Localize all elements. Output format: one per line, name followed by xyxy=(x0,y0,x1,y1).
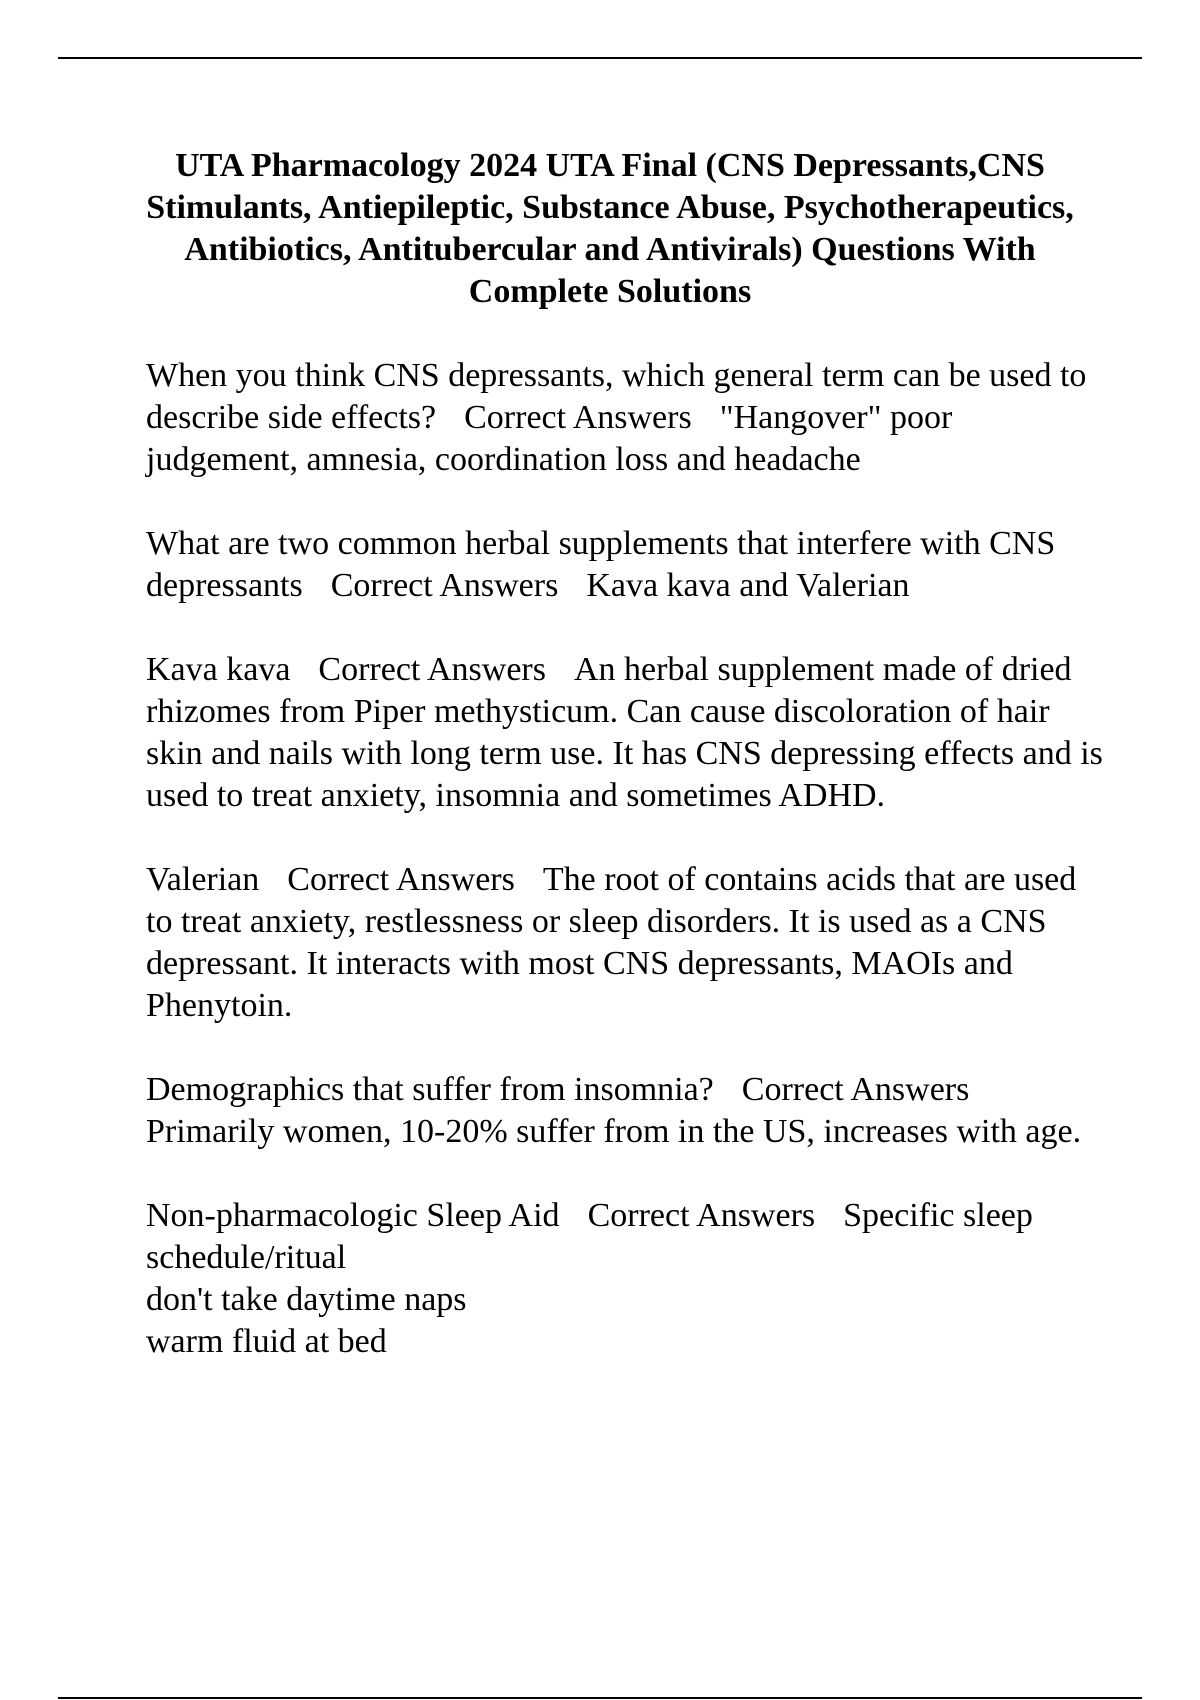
answer-label: Correct Answers xyxy=(287,861,515,898)
question-text: Valerian xyxy=(146,861,260,898)
answer-line: warm fluid at bed xyxy=(146,1323,387,1360)
qa-item-1 xyxy=(146,355,1106,481)
top-rule xyxy=(58,57,1142,59)
bottom-rule xyxy=(58,1697,1142,1699)
question-text: When you think CNS depressants, which general term can be used to describe side effects? xyxy=(146,357,1087,436)
answer-line: Specific sleep schedule/ritual xyxy=(146,1197,1033,1276)
qa-item-5 xyxy=(146,1069,1106,1153)
qa-item-4 xyxy=(146,859,1106,1027)
answer-text: Primarily women, 10-20% suffer from in the US, increases with age. xyxy=(146,1113,1082,1150)
answer-label: Correct Answers xyxy=(464,399,692,436)
answer-label: Correct Answers xyxy=(318,651,546,688)
answer-label: Correct Answers xyxy=(741,1071,970,1108)
answer-text: The root of contains acids that are used to treat anxiety, restlessness or sleep disorders. It is used as a CNS depressant. It interacts with most CNS depressants, MAOIs and Phenytoin. xyxy=(146,861,1077,1024)
answer-text: An herbal supplement made of dried rhizomes from Piper methysticum. Can cause discoloration of hair skin and nails with long term use. It has CNS depressing effects and is used to treat anxiety, insomnia and sometimes ADHD. xyxy=(146,651,1103,814)
answer-line: don't take daytime naps xyxy=(146,1281,467,1318)
qa-list xyxy=(146,355,1106,1405)
question-text: Demographics that suffer from insomnia? xyxy=(146,1071,714,1108)
qa-item-2 xyxy=(146,523,1106,607)
question-text: Non-pharmacologic Sleep Aid xyxy=(146,1197,560,1234)
qa-item-6 xyxy=(146,1195,1106,1363)
question-text: Kava kava xyxy=(146,651,291,688)
answer-text: Kava kava and Valerian xyxy=(586,567,910,604)
document-title: UTA Pharmacology 2024 UTA Final (CNS Depressants,CNS Stimulants, Antiepileptic, Substance Abuse, Psychotherapeutics, Antibiotics, Antitubercular and Antivirals) Questions With Complete Solutions xyxy=(146,147,1074,310)
answer-label: Correct Answers xyxy=(587,1197,816,1234)
answer-label: Correct Answers xyxy=(330,567,559,604)
qa-item-3 xyxy=(146,649,1106,817)
question-text: What are two common herbal supplements that interfere with CNS depressants xyxy=(146,525,1056,604)
answer-text: "Hangover" poor judgement, amnesia, coordination loss and headache xyxy=(146,399,953,478)
